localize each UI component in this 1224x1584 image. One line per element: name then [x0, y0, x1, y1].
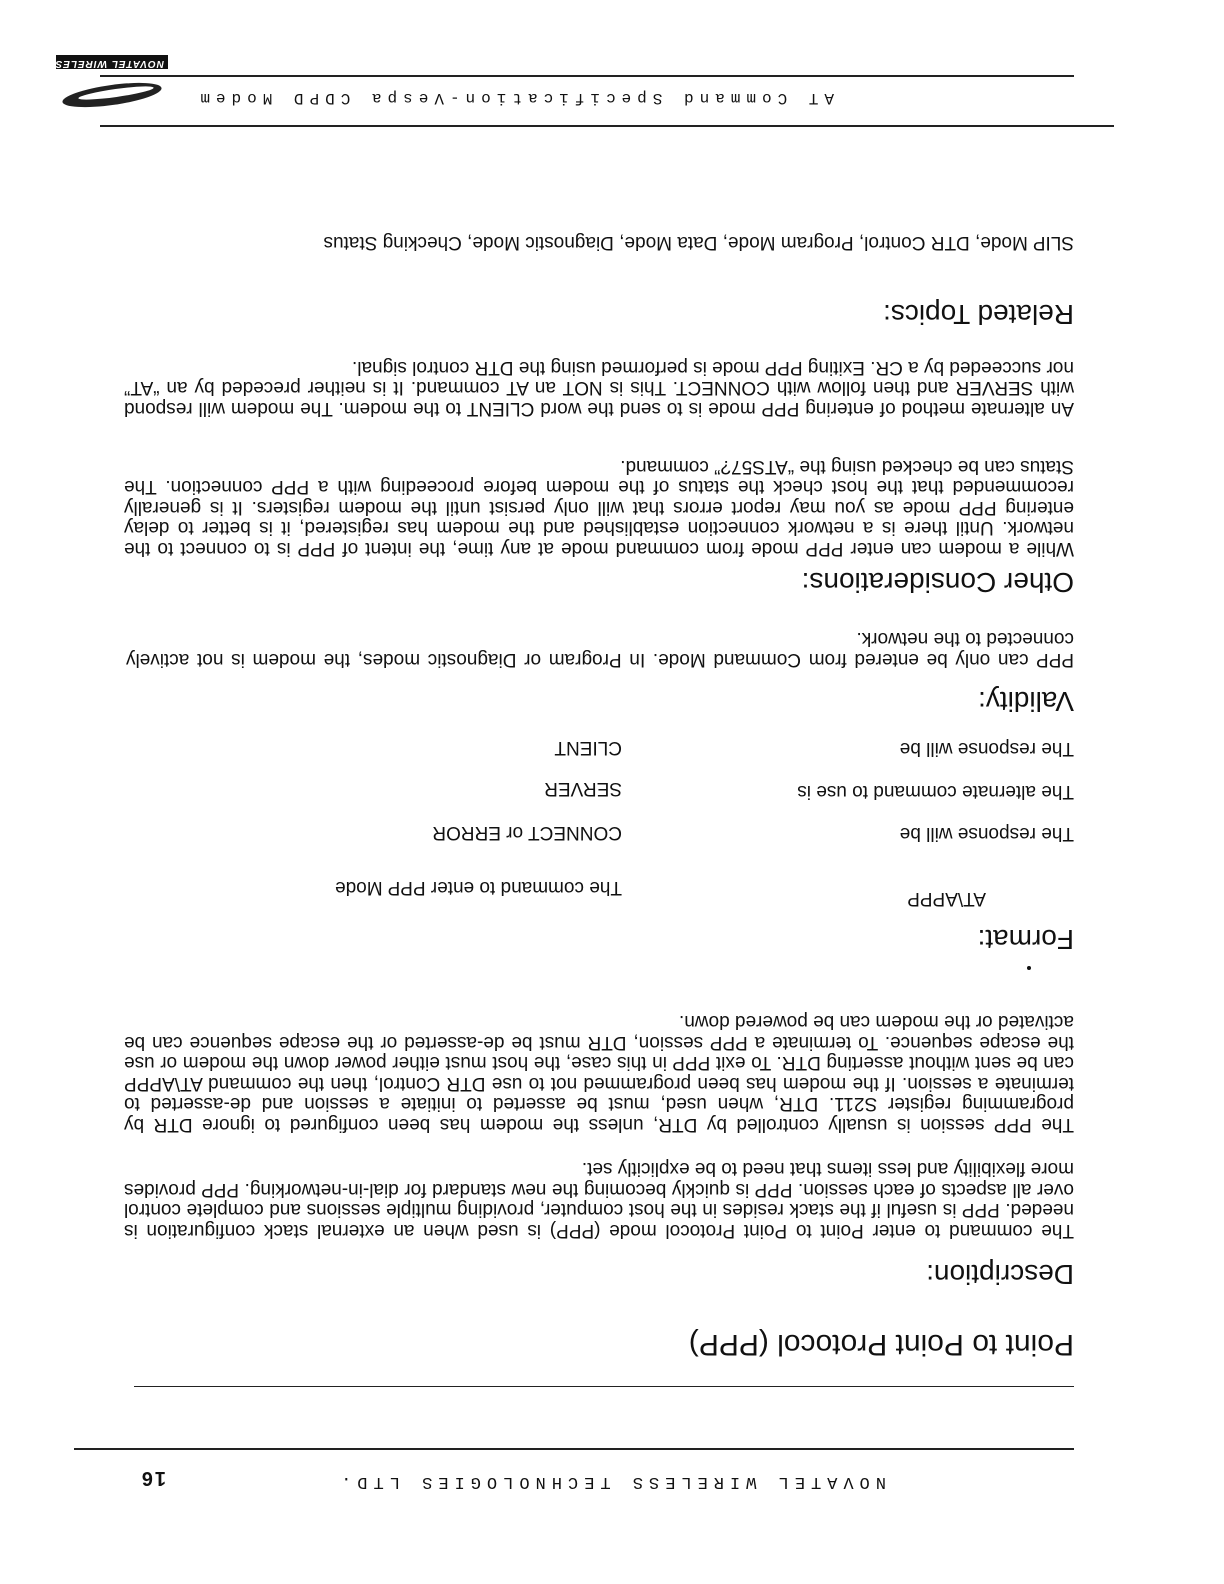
title-rule: [134, 1386, 1074, 1387]
related-topics-heading: Related Topics:: [883, 299, 1074, 330]
logo-text: NOVATEL WIRELESS: [46, 58, 164, 69]
description-heading: Description:: [926, 1259, 1074, 1290]
header-rule-lower: [100, 75, 1074, 77]
description-paragraph-1: The command to enter Point to Point Protocol mode (PPP) is used when an external stack configuration is needed. PPP is useful if the stack resides in the host computer, providing multiple sessions and complete control over all aspects of each session. PPP is quickly becoming the new standard for dial-in-networking. PPP provides more flexibility and less items that need to be explicitly set.: [124, 1158, 1074, 1241]
related-topics-text: SLIP Mode, DTR Control, Program Mode, Data Mode, Diagnostic Mode, Checking Status: [323, 232, 1074, 253]
stray-dot: [1027, 966, 1031, 970]
format-row-label: The response will be: [899, 738, 1074, 759]
format-row-label: The alternate command to use is: [797, 781, 1074, 802]
header-title: AT Command Specification-Vespa CDPD Modem: [194, 89, 834, 107]
format-row-value: CONNECT or ERROR: [432, 822, 622, 843]
validity-text: PPP can only be entered from Command Mode. In Program or Diagnostic modes, the modem is not actively connected to the network.: [126, 628, 1074, 670]
format-command: AT\APPP: [907, 888, 986, 909]
description-paragraph-2: The PPP session is usually controlled by DTR, unless the modem has been configured to ignore DTR by programming register S211. DTR, when used, must be asserted to initiate a session and de-asserted to terminate a session. If the modem has been programmed not to use DTR Control, then the command AT\APPP can be sent without asserting DTR. To exit PPP in this case, the host must either power down the modem or use the escape sequence. To terminate a PPP session, DTR must be de-asserted or the escape sequence can be activated or the modem can be powered down.: [124, 1011, 1074, 1135]
format-row-label: The response will be: [899, 823, 1074, 844]
section-title: Point to Point Protocol (PPP): [688, 1328, 1074, 1361]
other-paragraph-2: An alternate method of entering PPP mode is to send the word CLIENT to the modem. The modem will respond with SERVER and then follow with CONNECT. This is NOT an AT command. It is neither preceded by an “AT” nor succeeded by a CR. Exiting PPP mode is performed using the DTR control signal.: [124, 357, 1074, 419]
validity-heading: Validity:: [978, 686, 1074, 717]
format-heading: Format:: [977, 924, 1074, 955]
format-row-value: SERVER: [544, 778, 622, 799]
format-command-description: The command to enter PPP Mode: [335, 877, 622, 898]
format-row-value: CLIENT: [554, 737, 622, 758]
page-number: 16: [139, 1467, 166, 1489]
company-name: NOVATEL WIRELESS TECHNOLOGIES LTD.: [335, 1472, 886, 1491]
header-rule-upper: [100, 125, 1114, 127]
other-considerations-heading: Other Considerations:: [801, 567, 1074, 598]
top-rule: [74, 1448, 1074, 1450]
novatel-logo: [46, 47, 174, 117]
other-paragraph-1: While a modem can enter PPP mode from command mode at any time, the intent of PPP is to connect to the network. Until there is a network connection established and the modem has registered, it is better to delay entering PPP mode as you may report errors that will only persist until the modem registers. It is generally recommended that the host check the status of the modem before proceeding with a PPP connection. The Status can be checked using the “ATS57?” command.: [124, 456, 1074, 559]
